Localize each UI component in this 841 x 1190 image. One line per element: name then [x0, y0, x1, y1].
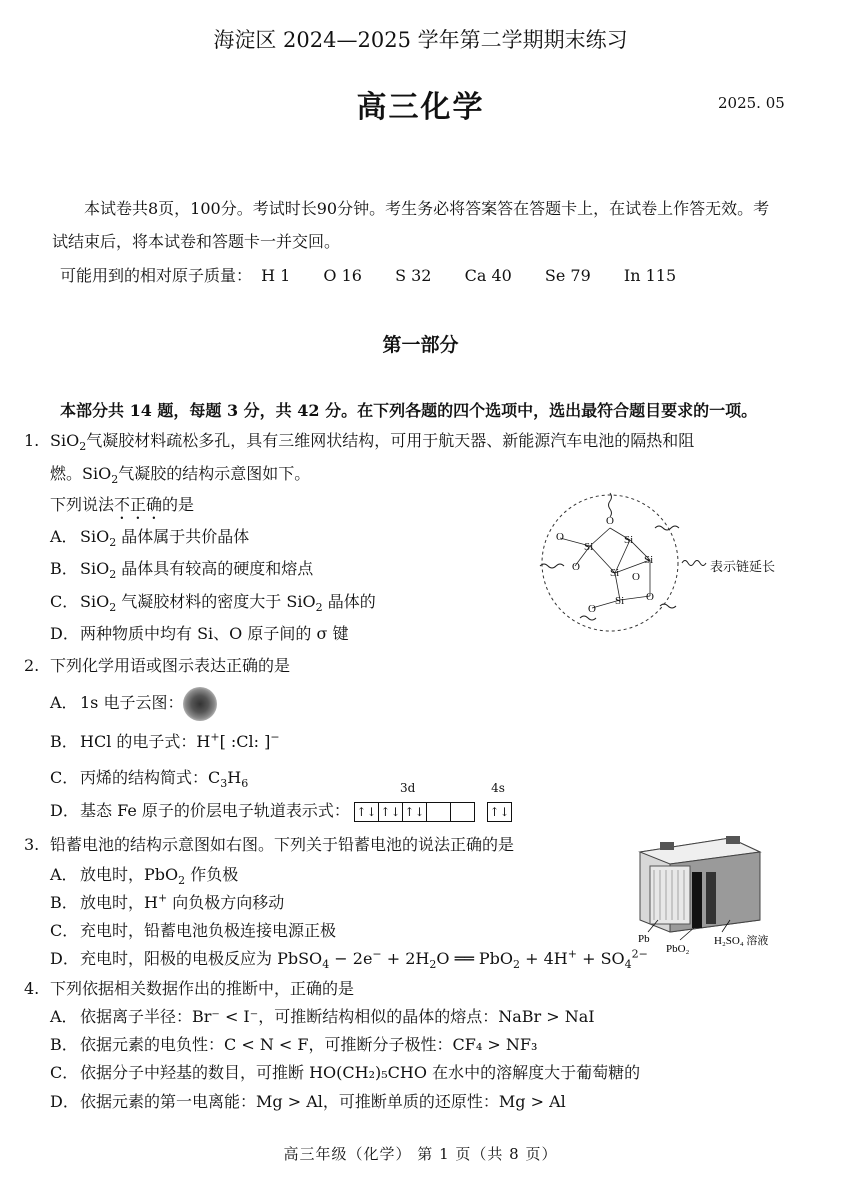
- o-atom: O: [572, 561, 580, 573]
- q4-stem: 4. 下列依据相关数据作出的推断中，正确的是: [24, 979, 355, 998]
- mass-item: In 115: [623, 266, 677, 285]
- si-atom: Si: [610, 567, 620, 579]
- q4-option-a: A． 依据离子半径：Br⁻ < I⁻，可推断结构相似的晶体的熔点：NaBr > NaI: [50, 1007, 595, 1026]
- masses-label: 可能用到的相对原子质量：: [60, 266, 253, 285]
- orbital-3d: 3d ↑↓ ↑↓ ↑↓: [355, 801, 475, 822]
- q3-option-d: D．充电时，阳极的电极反应为 PbSO$_4$ − $2e^- + 2H_2O$ ══ $PbO_2 + 4H^+ + SO_4^{2-}$: [50, 947, 648, 972]
- o-atom: O: [632, 571, 640, 583]
- q2-option-c: C． 丙烯的结构简式：$C_3H_6$: [50, 768, 249, 791]
- mass-item: Ca 40: [464, 266, 512, 285]
- o-atom: O: [606, 515, 614, 527]
- si-atom: Si: [644, 554, 654, 566]
- orbital-4s: 4s ↑↓: [488, 801, 512, 822]
- exam-date: 2025. 05: [718, 94, 785, 112]
- figure-caption: 表示链延长: [710, 560, 776, 575]
- q3-option-a: A． 放电时，PbO$_2$ 作负极: [50, 865, 239, 888]
- section-title: 第一部分: [382, 334, 459, 356]
- section-description: 本部分共 14 题，每题 3 分，共 42 分。在下列各题的四个选项中，选出最符合题目要求的一项。: [60, 401, 758, 420]
- q4-option-c: C． 依据分子中羟基的数目，可推断 HO(CH₂)₅CHO 在水中的溶解度大于葡萄糖的: [50, 1063, 641, 1082]
- q2-number: 2.: [24, 656, 40, 675]
- chain-extension-mark: [540, 564, 564, 568]
- q1-option-a: A． SiO$_2$ 晶体属于共价晶体: [50, 527, 250, 550]
- q3-option-b: B． 放电时，H+ 向负极方向移动: [50, 891, 285, 912]
- lead-acid-battery-diagram: [630, 832, 780, 956]
- exam-title: 海淀区 2024—2025 学年第二学期期末练习: [213, 28, 628, 52]
- page-footer: 高三年级（化学） 第 1 页（共 8 页）: [283, 1145, 558, 1163]
- q1-number: 1.: [24, 431, 40, 450]
- q3-option-c: C． 充电时，铅蓄电池负极连接电源正极: [50, 921, 337, 940]
- q1-prompt: 下列说法不正确的是: [50, 495, 195, 514]
- q1-option-d: D．两种物质中均有 Si、O 原子间的 σ 键: [50, 624, 349, 643]
- label-h2so4: H₂SO₄ 溶液: [714, 935, 769, 947]
- chain-extension-mark: [609, 493, 612, 517]
- chain-extension-mark: [655, 526, 679, 530]
- q1-option-b: B． SiO$_2$ 晶体具有较高的硬度和熔点: [50, 559, 314, 582]
- q1-stem-line2: 燃。SiO$_2$气凝胶的结构示意图如下。: [50, 464, 311, 487]
- atomic-masses: [60, 263, 704, 286]
- mass-item: S 32: [395, 266, 432, 285]
- mass-item: H 1: [261, 266, 291, 285]
- chain-extension-mark: [660, 604, 676, 608]
- q4-option-d: D．依据元素的第一电离能：Mg > Al，可推断单质的还原性：Mg > Al: [50, 1092, 566, 1111]
- si-atom: Si: [624, 534, 634, 546]
- intro-text: 本试卷共8页，100分。考试时长90分钟。考生务必将答案答在答题卡上，在试卷上作答无效。考试结束后，将本试卷和答题卡一并交回。: [52, 199, 770, 251]
- q2-option-d: D．基态 Fe 原子的价层电子轨道表示式： 3d ↑↓ ↑↓ ↑↓ 4s ↑↓: [50, 798, 512, 822]
- q2-option-b: B． HCl 的电子式：H+[ :Cl: ]−: [50, 730, 280, 751]
- wavy-bond-symbol: [680, 556, 710, 570]
- q1-option-c: C． SiO$_2$ 气凝胶材料的密度大于 SiO$_2$ 晶体的: [50, 592, 376, 615]
- q4-number: 4.: [24, 979, 40, 998]
- o-atom: O: [588, 603, 596, 615]
- q3-stem: 3. 铅蓄电池的结构示意图如右图。下列关于铅蓄电池的说法正确的是: [24, 835, 515, 854]
- q3-number: 3.: [24, 835, 40, 854]
- chain-extension-mark: [580, 616, 596, 620]
- mass-item: Se 79: [544, 266, 591, 285]
- label-pbo2: PbO₂: [666, 943, 690, 955]
- mass-item: O 16: [323, 266, 362, 285]
- label-pb: Pb: [638, 933, 650, 945]
- o-atom: O: [556, 531, 564, 543]
- si-atom: Si: [615, 595, 625, 607]
- sio2-aerogel-diagram: [520, 488, 700, 638]
- q2-option-a: A． 1s 电子云图：: [50, 686, 217, 721]
- q4-option-b: B． 依据元素的电负性：C < N < F，可推断分子极性：CF₄ > NF₃: [50, 1035, 538, 1054]
- q1-stem-line1: 1. SiO$_2$气凝胶材料疏松多孔，具有三维网状结构，可用于航天器、新能源汽车电池的隔热和阻: [24, 431, 695, 454]
- o-atom: O: [646, 591, 654, 603]
- electron-cloud-image: [183, 687, 217, 721]
- subject-title: 高三化学: [356, 90, 485, 125]
- q2-stem: 2. 下列化学用语或图示表达正确的是: [24, 656, 291, 675]
- si-atom: Si: [584, 541, 594, 553]
